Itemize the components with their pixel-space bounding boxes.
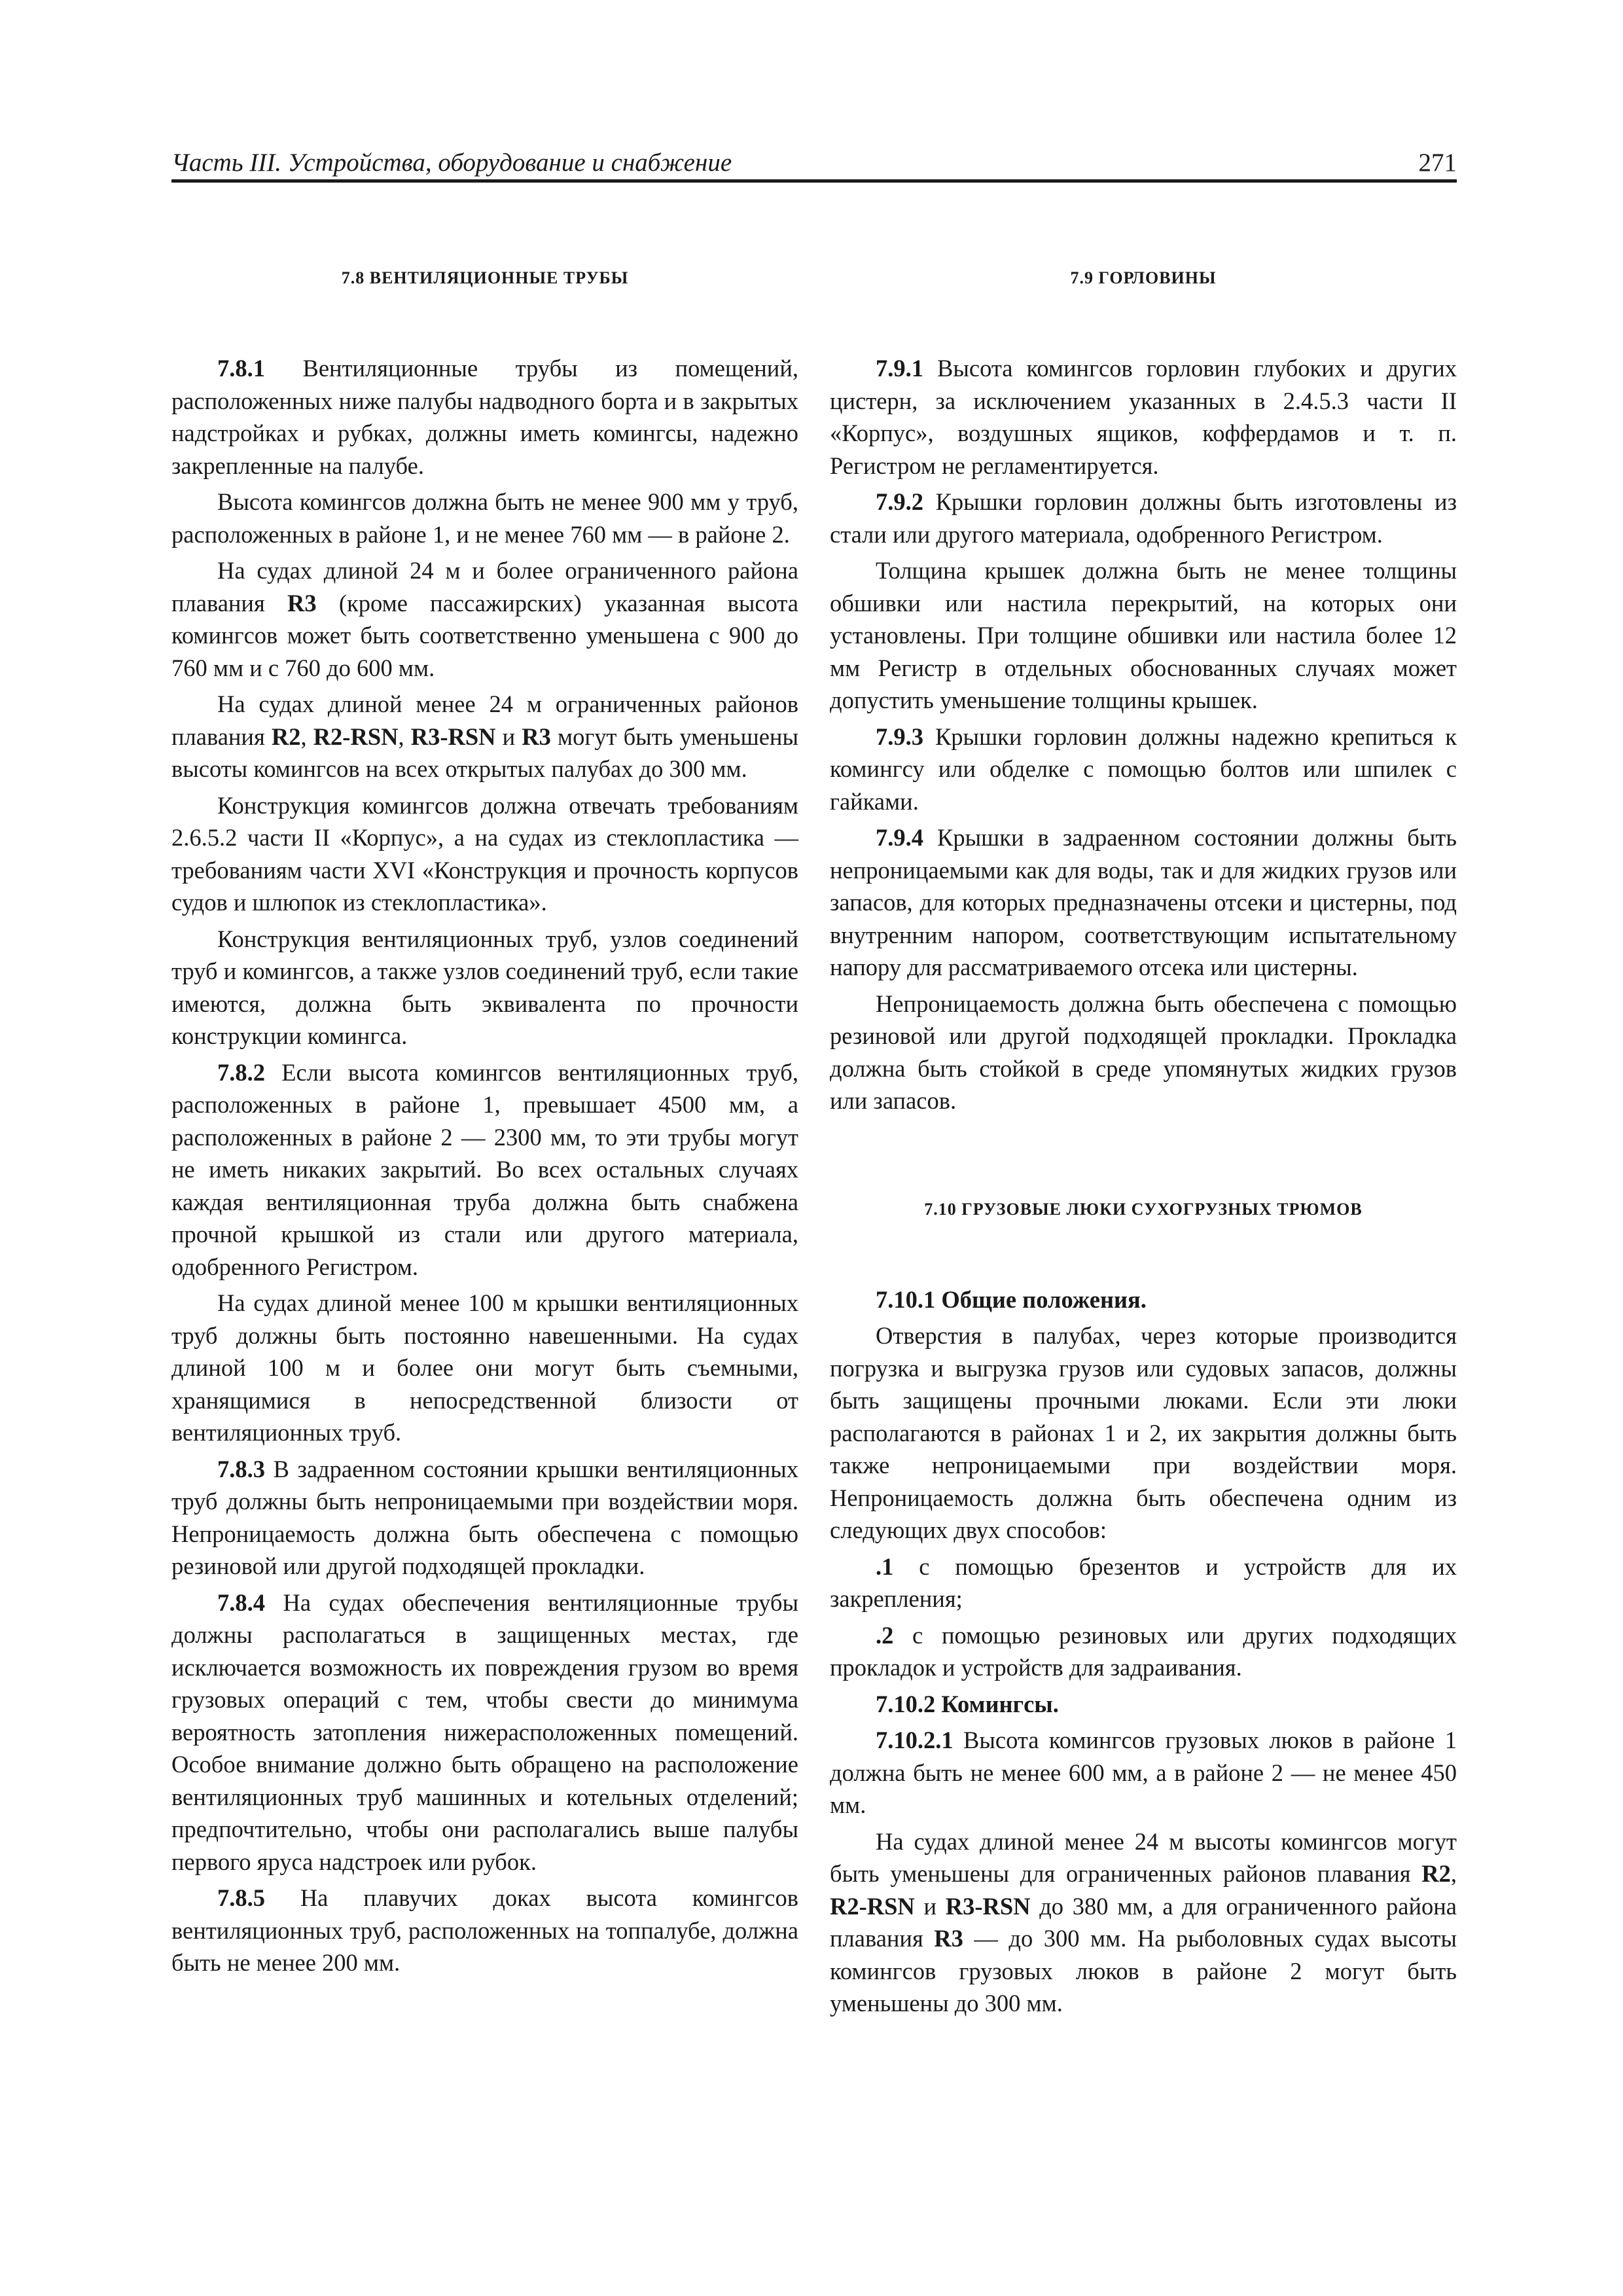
left-column: [171, 268, 798, 1983]
right-column: [830, 268, 1457, 2024]
paragraph: 7.9.2 Крышки горловин должны быть изготовлены из стали или другого материала, одобренного Регистром.: [830, 488, 1457, 548]
subheading: 7.10.2 Комингсы.: [876, 1690, 1059, 1717]
paragraph: Конструкция комингсов должна отвечать требованиям 2.6.5.2 части II «Корпус», а на судах из стеклопластика — требованиям части XVI «Конструкция и прочность корпусов судов и шлюпок из стеклопластика».: [171, 791, 798, 916]
paragraph: Высота комингсов должна быть не менее 900 мм у труб, расположенных в районе 1, и не менее 760 мм — в районе 2.: [171, 488, 798, 548]
paragraph: 7.9.1 Высота комингсов горловин глубоких и других цистерн, за исключением указанных в 2.4.5.3 части II «Корпус», воздушных ящиков, коффердамов и т. п. Регистром не регламентируется.: [830, 355, 1457, 479]
section-heading-7-10: 7.10 ГРУЗОВЫЕ ЛЮКИ СУХОГРУЗНЫХ ТРЮМОВ: [924, 1199, 1363, 1219]
header-rule: [171, 179, 1457, 183]
paragraph: Конструкция вентиляционных труб, узлов соединений труб и комингсов, а также узлов соединений труб, если такие имеются, должна быть эквивалента по прочности конструкции комингса.: [171, 925, 798, 1049]
list-item: .2 с помощью резиновых или других подходящих прокладок и устройств для задраивания.: [830, 1621, 1457, 1681]
paragraph: На судах длиной менее 100 м крышки вентиляционных труб должны быть постоянно навешенными. На судах длиной 100 м и более они могут быть съемными, хранящимися в непосредственной близости от вентиляционных труб.: [171, 1289, 798, 1446]
paragraph: Отверстия в палубах, через которые производится погрузка и выгрузка грузов или судовых запасов, должны быть защищены прочными люками. Если эти люки располагаются в районах 1 и 2, их закрытия должны быть также непроницаемыми при воздействии моря. Непроницаемость должна быть обеспечена одним из следующих двух способов:: [830, 1322, 1457, 1543]
paragraph: 7.10.2.1 Высота комингсов грузовых люков в районе 1 должна быть не менее 600 мм, а в районе 2 — не менее 450 мм.: [830, 1727, 1457, 1818]
paragraph: На судах длиной менее 24 м ограниченных районов плавания R2, R2-RSN, R3-RSN и R3 могут быть уменьшены высоты комингсов на всех открытых палубах до 300 мм.: [171, 691, 798, 782]
paragraph: 7.9.4 Крышки в задраенном состоянии должны быть непроницаемыми как для воды, так и для жидких грузов или запасов, для которых предназначены отсеки и цистерны, под внутренним напором, соответствующим испытательному напору для рассматриваемого отсека или цистерны.: [830, 824, 1457, 980]
paragraph: 7.8.3 В задраенном состоянии крышки вентиляционных труб должны быть непроницаемыми при воздействии моря. Непроницаемость должна быть обеспечена с помощью резиновой или другой подходящей прокладки.: [171, 1455, 798, 1579]
paragraph: 7.8.2 Если высота комингсов вентиляционных труб, расположенных в районе 1, превышает 4500 мм, а расположенных в районе 2 — 2300 мм, то эти трубы могут не иметь никаких закрытий. Во всех остальных случаях каждая вентиляционная труба должна быть снабжена прочной крышкой из стали или другого материала, одобренного Регистром.: [171, 1058, 798, 1280]
paragraph: 7.8.4 На судах обеспечения вентиляционные трубы должны располагаться в защищенных местах, где исключается возможность их повреждения грузом во время грузовых операций с тем, чтобы свести до минимума вероятность затопления нижерасположенных помещений. Особое внимание должно быть обращено на расположение вентиляционных труб машинных и котельных отделений; предпочтительно, чтобы они располагались выше палубы первого яруса надстроек или рубок.: [171, 1588, 798, 1875]
paragraph: Толщина крышек должна быть не менее толщины обшивки или настила перекрытий, на которых они установлены. При толщине обшивки или настила более 12 мм Регистр в отдельных обоснованных случаях может допустить уменьшение толщины крышек.: [830, 557, 1457, 713]
section-heading-7-9: 7.9 ГОРЛОВИНЫ: [1070, 268, 1217, 287]
paragraph: 7.9.3 Крышки горловин должны надежно крепиться к комингсу или обделке с помощью болтов или шпилек с гайками.: [830, 723, 1457, 815]
page-number: 271: [1418, 149, 1457, 177]
paragraph: Непроницаемость должна быть обеспечена с помощью резиновой или другой подходящей прокладки. Прокладка должна быть стойкой в среде упомянутых жидких грузов или запасов.: [830, 990, 1457, 1114]
paragraph: 7.8.1 Вентиляционные трубы из помещений, расположенных ниже палубы надводного борта и в закрытых надстройках и рубках, должны иметь комингсы, надежно закрепленные на палубе.: [171, 355, 798, 479]
paragraph: 7.8.5 На плавучих доках высота комингсов вентиляционных труб, расположенных на топпалубе, должна быть не менее 200 мм.: [171, 1884, 798, 1976]
running-header: [171, 145, 1457, 182]
subheading: 7.10.1 Общие положения.: [876, 1285, 1147, 1313]
running-title: Часть III. Устройства, оборудование и снабжение: [171, 149, 732, 177]
paragraph: На судах длиной 24 м и более ограниченного района плавания R3 (кроме пассажирских) указанная высота комингсов может быть соответственно уменьшена с 900 до 760 мм и с 760 до 600 мм.: [171, 557, 798, 681]
paragraph: На судах длиной менее 24 м высоты комингсов могут быть уменьшены для ограниченных районов плавания R2, R2-RSN и R3-RSN до 380 мм, а для ограниченного района плавания R3 — до 300 мм. На рыболовных судах высоты комингсов грузовых люков в районе 2 могут быть уменьшены до 300 мм.: [830, 1827, 1457, 2017]
list-item: .1 с помощью брезентов и устройств для их закрепления;: [830, 1552, 1457, 1612]
section-heading-7-8: 7.8 ВЕНТИЛЯЦИОННЫЕ ТРУБЫ: [341, 268, 629, 287]
